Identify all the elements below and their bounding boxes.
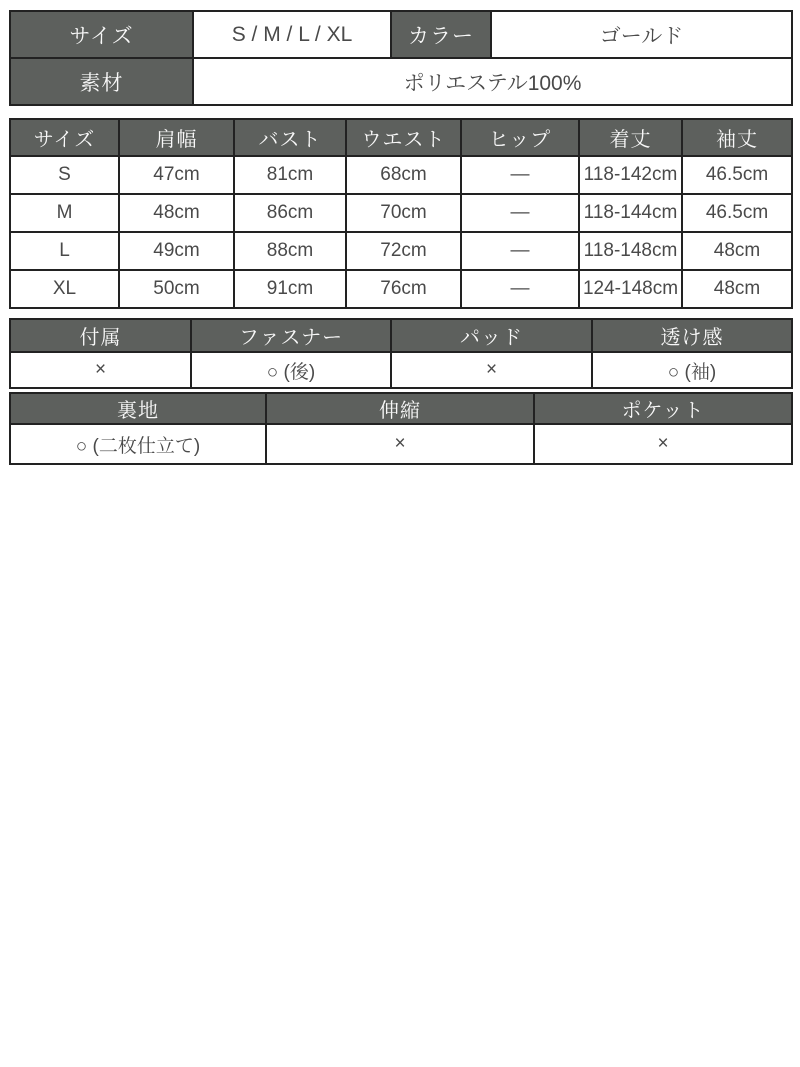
cell-size: XL (10, 270, 119, 308)
size-chart-row-xl (10, 270, 792, 308)
cell-waist: 72cm (346, 232, 461, 270)
size-value: S / M / L / XL (193, 11, 391, 58)
features-top-value-row (10, 352, 792, 388)
size-chart-header-row (10, 119, 792, 156)
cell-shoulder: 48cm (119, 194, 234, 232)
cell-length: 118-142cm (579, 156, 682, 194)
size-chart-header-shoulder: 肩幅 (119, 119, 234, 156)
cell-shoulder: 49cm (119, 232, 234, 270)
size-chart-header-bust: バスト (234, 119, 346, 156)
cell-hip: — (461, 232, 579, 270)
cell-sleeve: 48cm (682, 270, 792, 308)
cell-bust: 81cm (234, 156, 346, 194)
cell-hip: — (461, 194, 579, 232)
cell-bust: 91cm (234, 270, 346, 308)
color-value: ゴールド (491, 11, 792, 58)
features-top-header-row (10, 319, 792, 352)
accessory-label: 付属 (10, 319, 191, 352)
zipper-label: ファスナー (191, 319, 391, 352)
spec-row-material (10, 58, 792, 105)
cell-size: L (10, 232, 119, 270)
cell-waist: 68cm (346, 156, 461, 194)
cell-sleeve: 46.5cm (682, 156, 792, 194)
cell-hip: — (461, 156, 579, 194)
cell-waist: 76cm (346, 270, 461, 308)
size-chart-header-size: サイズ (10, 119, 119, 156)
size-chart-header-hip: ヒップ (461, 119, 579, 156)
material-label: 素材 (10, 58, 193, 105)
lining-label: 裏地 (10, 393, 266, 424)
stretch-value: × (266, 424, 534, 464)
material-value: ポリエステル100% (193, 58, 792, 105)
cell-size: S (10, 156, 119, 194)
color-label: カラー (391, 11, 491, 58)
cell-length: 118-144cm (579, 194, 682, 232)
size-chart-row-l (10, 232, 792, 270)
pocket-label: ポケット (534, 393, 792, 424)
cell-bust: 88cm (234, 232, 346, 270)
size-chart-row-m (10, 194, 792, 232)
lining-value: ○ (二枚仕立て) (10, 424, 266, 464)
size-chart-row-s (10, 156, 792, 194)
cell-length: 124-148cm (579, 270, 682, 308)
cell-size: M (10, 194, 119, 232)
cell-bust: 86cm (234, 194, 346, 232)
sheerness-label: 透け感 (592, 319, 792, 352)
features-table-bottom (9, 392, 793, 465)
features-bottom-header-row (10, 393, 792, 424)
size-chart-table (9, 118, 793, 309)
stretch-label: 伸縮 (266, 393, 534, 424)
cell-sleeve: 46.5cm (682, 194, 792, 232)
cell-shoulder: 50cm (119, 270, 234, 308)
cell-waist: 70cm (346, 194, 461, 232)
size-chart-header-length: 着丈 (579, 119, 682, 156)
cell-hip: — (461, 270, 579, 308)
cell-shoulder: 47cm (119, 156, 234, 194)
size-chart-header-waist: ウエスト (346, 119, 461, 156)
sheerness-value: ○ (袖) (592, 352, 792, 388)
cell-length: 118-148cm (579, 232, 682, 270)
pad-value: × (391, 352, 592, 388)
cell-sleeve: 48cm (682, 232, 792, 270)
pocket-value: × (534, 424, 792, 464)
features-bottom-value-row (10, 424, 792, 464)
spec-row-size-color (10, 11, 792, 58)
product-spec-section (0, 0, 800, 465)
features-table-top (9, 318, 793, 389)
pad-label: パッド (391, 319, 592, 352)
spec-table (9, 10, 793, 106)
accessory-value: × (10, 352, 191, 388)
zipper-value: ○ (後) (191, 352, 391, 388)
size-label: サイズ (10, 11, 193, 58)
size-chart-header-sleeve: 袖丈 (682, 119, 792, 156)
